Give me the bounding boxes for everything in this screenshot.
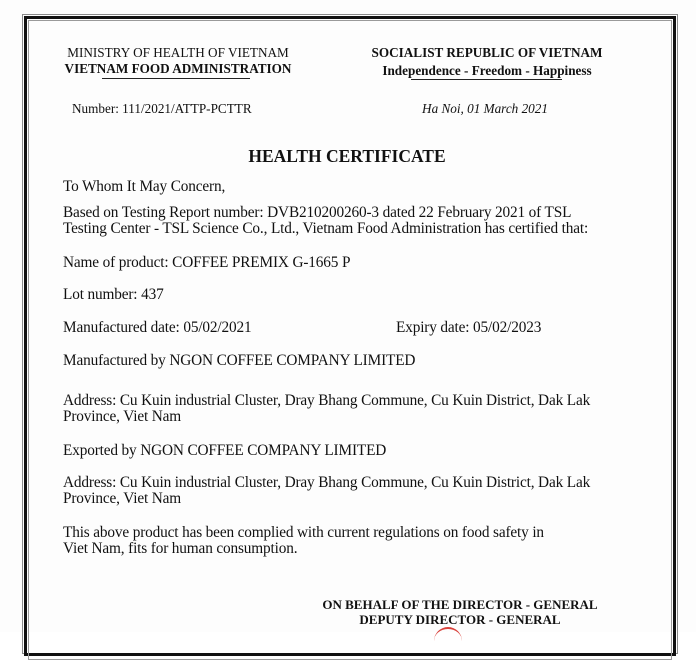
country-name: SOCIALIST REPUBLIC OF VIETNAM	[371, 45, 603, 60]
certificate-title: HEALTH CERTIFICATE	[248, 146, 446, 166]
official-stamp-icon	[434, 627, 462, 655]
manufacturer-address-line-2: Province, Viet Nam	[63, 408, 182, 425]
agency-underline	[102, 78, 250, 79]
compliance-line-2: Viet Nam, fits for human consumption.	[63, 540, 298, 557]
national-motto: Independence - Freedom - Happiness	[382, 63, 592, 78]
agency-name: VIETNAM FOOD ADMINISTRATION	[64, 61, 292, 76]
testing-basis-line-2: Testing Center - TSL Science Co., Ltd., Vietnam Food Administration has certified that:	[63, 220, 589, 237]
place-and-date: Ha Noi, 01 March 2021	[422, 101, 548, 116]
manufactured-date: Manufactured date: 05/02/2021	[63, 319, 252, 336]
frame-border-inner	[28, 20, 672, 660]
exporter-address-line-1: Address: Cu Kuin industrial Cluster, Dray Bhang Commune, Cu Kuin District, Dak Lak	[63, 474, 591, 491]
document-number: Number: 111/2021/ATTP-PCTTR	[72, 101, 252, 116]
compliance-line-1: This above product has been complied with current regulations on food safety in	[63, 524, 544, 541]
signatory-on-behalf: ON BEHALF OF THE DIRECTOR - GENERAL	[322, 597, 598, 612]
expiry-date: Expiry date: 05/02/2023	[396, 319, 542, 336]
ministry-name: MINISTRY OF HEALTH OF VIETNAM	[67, 45, 289, 60]
product-name: Name of product: COFFEE PREMIX G-1665 P	[63, 254, 351, 271]
lot-number: Lot number: 437	[63, 286, 164, 303]
testing-basis-line-1: Based on Testing Report number: DVB210200260-3 dated 22 February 2021 of TSL	[63, 204, 572, 221]
signatory-position: DEPUTY DIRECTOR - GENERAL	[359, 612, 561, 627]
manufacturer: Manufactured by NGON COFFEE COMPANY LIMITED	[63, 352, 416, 369]
exporter-address-line-2: Province, Viet Nam	[63, 490, 182, 507]
salutation: To Whom It May Concern,	[63, 178, 226, 195]
exporter: Exported by NGON COFFEE COMPANY LIMITED	[63, 442, 387, 459]
manufacturer-address-line-1: Address: Cu Kuin industrial Cluster, Dray Bhang Commune, Cu Kuin District, Dak Lak	[63, 392, 591, 409]
motto-underline	[411, 79, 562, 80]
